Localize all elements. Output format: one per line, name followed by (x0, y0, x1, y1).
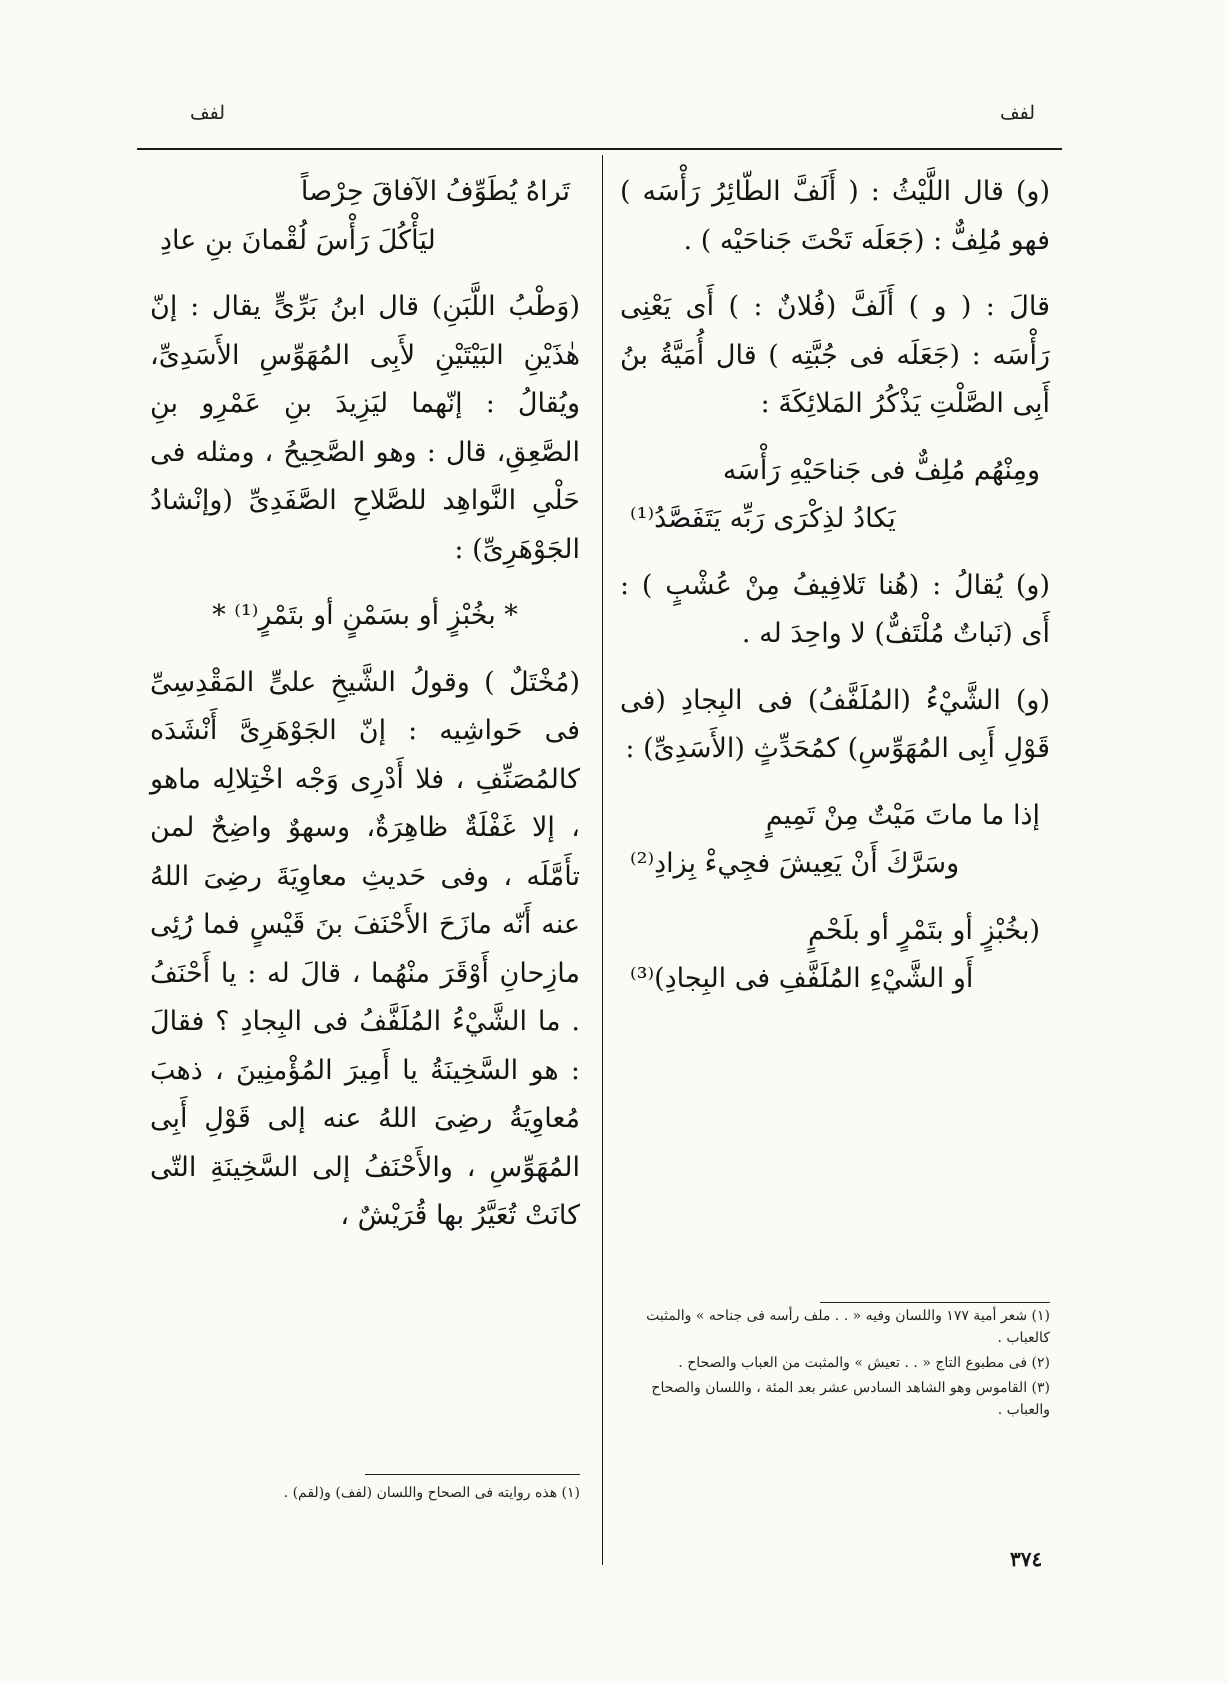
verse-line: يَكادُ لذِكْرَى رَبِّه يَتَفَصَّدُ⁽¹⁾ (630, 503, 896, 534)
entry-paragraph: (مُخْتَلٌ ) وقولُ الشَّيخِ علىٍّ المَقْدِسِىِّ فى حَواشِيه : إنّ الجَوْهَرِىَّ أَنْشَدَه كالمُصَنِّفِ ، فلا أَدْرِى وَجْه اخْتِلالِه ماهو ، إلا غَفْلَةٌ ظاهِرَةٌ، وسهوٌ واضِحٌ لمن تأَمَّلَه ، وفى حَديثِ معاوِيَةَ رضِىَ اللهُ عنه أَنّه مازَحَ الأَحْنَفَ بنَ قَيْسٍ فما رُئِى مازِحانِ أَوْقَرَ منْهُما ، قالَ له : يا أَحْنَفُ . ما الشَّيْءُ المُلَفَّفُ فى البِجادِ ؟ فقالَ : هو السَّخِينَةُ يا أَمِيرَ المُؤْمنِينَ ، ذهبَ مُعاوِيَةُ رضِىَ اللهُ عنه إلى قَوْلِ أَبِى المُهَوِّسِ ، والأَحْنَفُ إلى السَّخِينَةِ التّى كانَتْ تُعَيَّرُ بها قُرَيْشٌ ، (150, 666, 580, 1231)
verse-line: تَراهُ يُطَوِّفُ الآفاقَ حِرْصاً (300, 176, 570, 207)
verse-line: أَو الشَّيْءِ المُلَفَّفِ فى البِجادِ)⁽³⁾ (630, 963, 974, 994)
footnote: (٣) القاموس وهو الشاهد السادس عشر بعد المئة ، واللسان والصحاح والعباب . (651, 1380, 1050, 1418)
page-number: ٣٧٤ (1010, 1547, 1043, 1571)
footnote-rule (820, 1302, 1050, 1303)
right-column (620, 168, 1050, 1004)
verse-line: * بخُبْزٍ أو بسَمْنٍ أو بتَمْرٍ⁽¹⁾ * (212, 600, 518, 631)
verse-line: (بخُبْزٍ أو بتَمْرٍ أو بلَحْمٍ (808, 914, 1040, 946)
footnote: (١) هذه روايته فى الصحاح واللسان (لفف) و(لقم) . (283, 1485, 580, 1501)
header-left-word: لفف (190, 102, 226, 124)
verse-line: ومِنْهُم مُلِفٌّ فى جَناحَيْهِ رَأْسَه (722, 454, 1040, 486)
footnote: (١) شعر أمية ١٧٧ واللسان وفيه « . . ملف رأسه فى جناحه » والمثبت كالعباب . (646, 1308, 1050, 1346)
entry-paragraph: (و) يُقالُ : (هُنا تَلافِيفُ مِنْ عُشْبٍ ) : أَى (نَباتٌ مُلْتَفٌّ) لا واحِدَ له . (620, 569, 1050, 649)
footnotes-right (640, 1305, 1050, 1424)
footnote-rule (365, 1474, 580, 1475)
left-column (150, 168, 580, 1241)
column-divider (602, 155, 603, 1565)
footnotes-left (150, 1482, 580, 1507)
header-rule (137, 148, 1062, 150)
entry-paragraph: (وَطْبُ اللَّبَنِ) قال ابنُ بَرِّىٍّ يقال : إنّ هٰذَيْنِ البَيْتَيْنِ لأَبِى المُهَوِّسِ الأَسَدِىِّ، ويُقالُ : إنّهما ليَزِيدَ بنِ عَمْرِو بنِ الصَّعِقِ، قال : وهو الصَّحِيحُ ، ومثله فى حَلْىِ النَّواهِد للصَّلاحِ الصَّفَدِىِّ (وإنْشادُ الجَوْهَرِىِّ) : (150, 291, 580, 565)
verse-line: إذا ما ماتَ مَيْتٌ مِنْ تَمِيمٍ (765, 799, 1040, 831)
footnote: (٢) فى مطبوع التاج « . . تعيش » والمثبت من العباب والصحاح . (678, 1355, 1050, 1371)
header-right-word: لفف (1000, 102, 1036, 124)
verse-line: ليَأْكُلَ رَأْسَ لُقْمانَ بنِ عادِ (160, 224, 436, 256)
entry-paragraph: قالَ : ( و ) أَلَفَّ (فُلانٌ : ) أَى يَعْنِى رَأْسَه : (جَعَلَه فى جُبَّتِه ) قال أُمَيَّةُ بنُ أَبِى الصَّلْتِ يَذْكُرُ المَلائِكَةَ : (620, 291, 1050, 419)
entry-paragraph: (و) قال اللَّيْثُ : ( أَلَفَّ الطّائِرُ رَأْسَه ) فهو مُلِفٌّ : (جَعَلَه تَحْتَ جَناحَيْه ) . (620, 176, 1050, 256)
entry-paragraph: (و) الشَّيْءُ (المُلَفَّفُ) فى البِجادِ (فى قَوْلِ أَبِى المُهَوِّسِ) كمُحَدِّثٍ (الأَسَدِىِّ) : (620, 684, 1050, 764)
verse-line: وسَرَّكَ أَنْ يَعِيشَ فجِيءْ بِزادِ⁽²⁾ (630, 848, 960, 879)
